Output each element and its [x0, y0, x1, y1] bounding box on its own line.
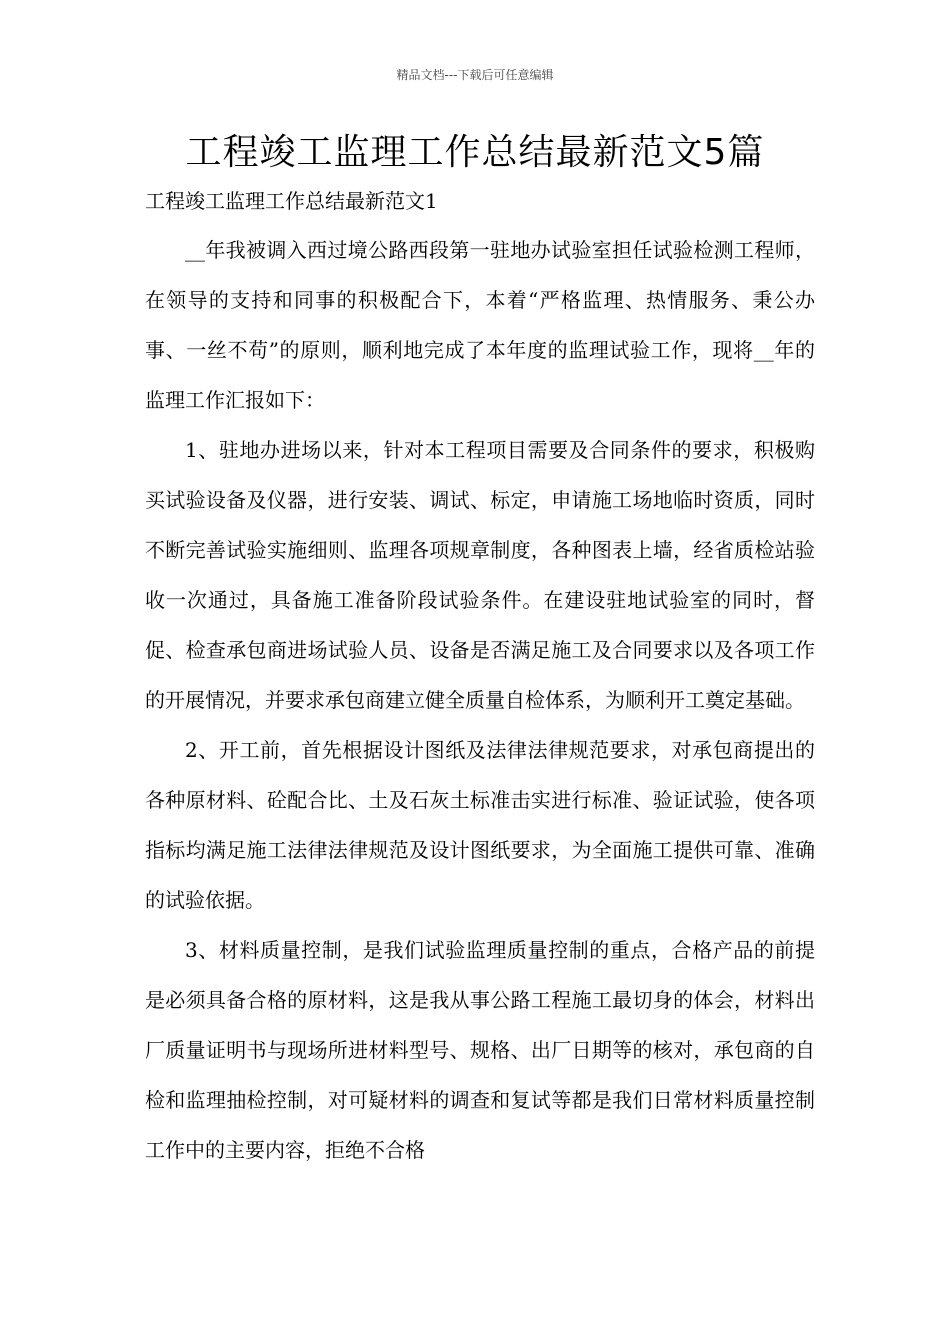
document-body: [145, 225, 815, 1175]
paragraph-item-3: 3、材料质量控制，是我们试验监理质量控制的重点，合格产品的前提是必须具备合格的原材料，这是我从事公路工程施工最切身的体会，材料出厂质量证明书与现场所进材料型号、规格、出厂日期等的核对，承包商的自检和监理抽检控制，对可疑材料的调查和复试等都是我们日常材料质量控制工作中的主要内容，拒绝不合格: [145, 938, 815, 1162]
paragraph-intro: __年我被调入西过境公路西段第一驻地办试验室担任试验检测工程师，在领导的支持和同事的积极配合下，本着“严格监理、热情服务、秉公办事、一丝不苟”的原则，顺利地完成了本年度的监理试验工作，现将__年的监理工作汇报如下：: [145, 238, 815, 412]
header-note: 精品文档---下载后可任意编辑: [396, 68, 554, 82]
paragraph-item-1: 1、驻地办进场以来，针对本工程项目需要及合同条件的要求，积极购买试验设备及仪器，进行安装、调试、标定，申请施工场地临时资质，同时不断完善试验实施细则、监理各项规章制度，各种图表上墙，经省质检站验收一次通过，具备施工准备阶段试验条件。在建设驻地试验室的同时，督促、检查承包商进场试验人员、设备是否满足施工及合同要求以及各项工作的开展情况，并要求承包商建立健全质量自检体系，为顺利开工奠定基础。: [145, 438, 815, 712]
paragraph-item-2: 2、开工前，首先根据设计图纸及法律法律规范要求，对承包商提出的各种原材料、砼配合比、土及石灰土标准击实进行标准、验证试验，使各项指标均满足施工法律法律规范及设计图纸要求，为全面施工提供可靠、准确的试验依据。: [145, 738, 815, 912]
document-title: 工程竣工监理工作总结最新范文5篇: [185, 132, 765, 173]
section-subtitle: 工程竣工监理工作总结最新范文1: [145, 189, 438, 213]
